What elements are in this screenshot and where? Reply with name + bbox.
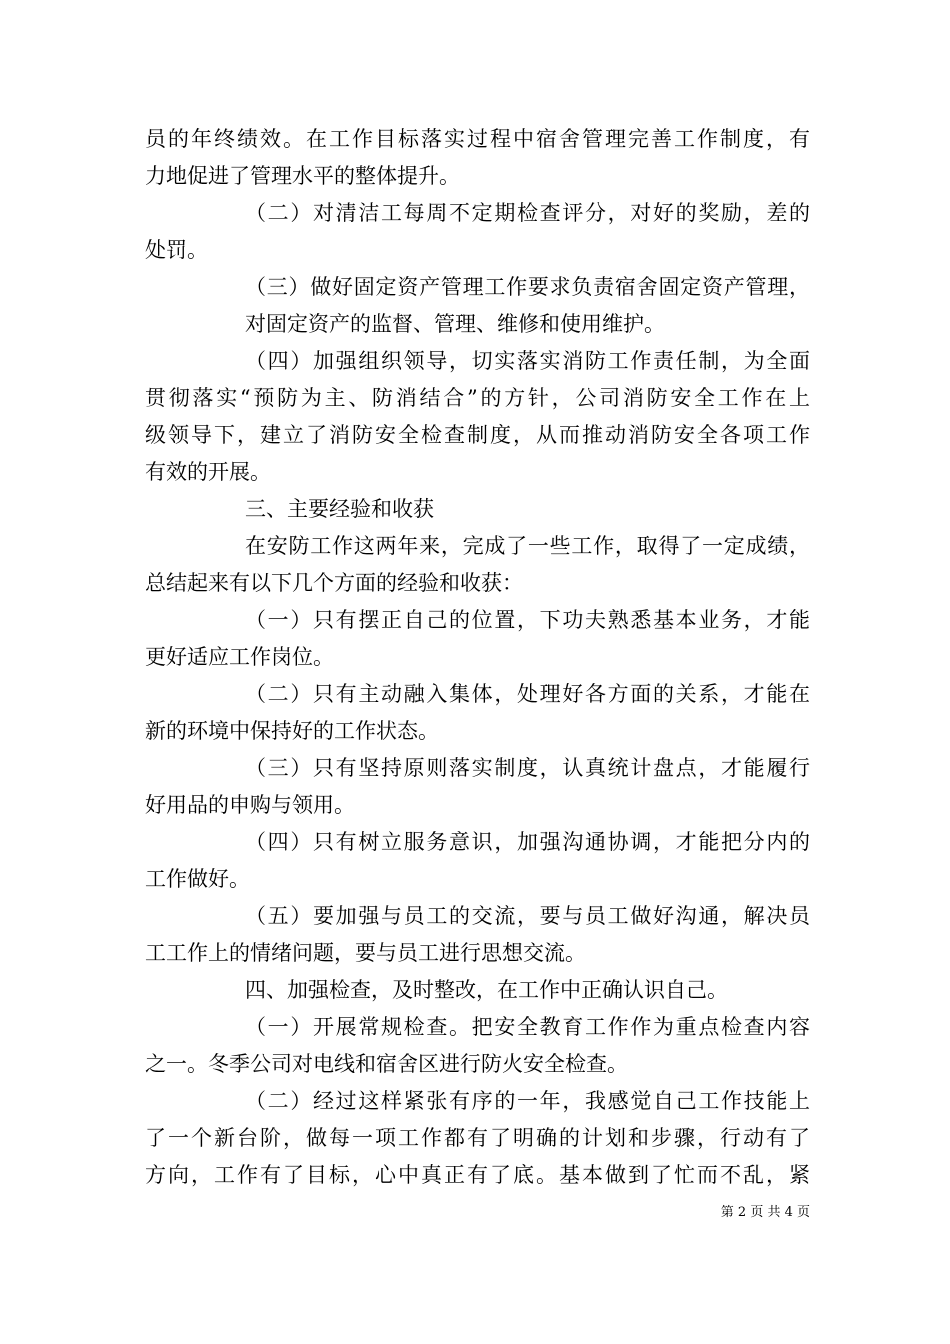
text-line: （一）开展常规检查。把安全教育工作作为重点检查内容: [245, 1015, 810, 1039]
text-line: 员的年终绩效。在工作目标落实过程中宿舍管理完善工作制度，有: [145, 127, 810, 151]
text-line: （二）经过这样紧张有序的一年，我感觉自己工作技能上: [245, 1089, 810, 1113]
text-line: 工工作上的情绪问题，要与员工进行思想交流。: [145, 941, 586, 965]
text-line: （一）只有摆正自己的位置，下功夫熟悉基本业务，才能: [245, 608, 810, 632]
text-line: 对固定资产的监督、管理、维修和使用维护。: [245, 312, 665, 336]
section-heading: 三、主要经验和收获: [245, 497, 434, 521]
text-line: 更好适应工作岗位。: [145, 645, 334, 669]
text-line: （四）只有树立服务意识，加强沟通协调，才能把分内的: [245, 830, 810, 854]
text-line: （二）只有主动融入集体，处理好各方面的关系，才能在: [245, 682, 810, 706]
text-line: 贯彻落实“预防为主、防消结合”的方针，公司消防安全工作在上: [145, 386, 810, 410]
page-number-footer: 第 2 页 共 4 页: [720, 1205, 810, 1220]
text-line: 工作做好。: [145, 867, 250, 891]
text-line: 级领导下，建立了消防安全检查制度，从而推动消防安全各项工作: [145, 423, 810, 447]
text-line: 之一。冬季公司对电线和宿舍区进行防火安全检查。: [145, 1052, 628, 1076]
section-heading: 四、加强检查，及时整改，在工作中正确认识自己。: [245, 978, 728, 1002]
text-line: 好用品的申购与领用。: [145, 793, 355, 817]
text-line: 在安防工作这两年来，完成了一些工作，取得了一定成绩，: [245, 534, 810, 558]
text-line: 方向，工作有了目标，心中真正有了底。基本做到了忙而不乱，紧: [145, 1163, 810, 1187]
text-line: 力地促进了管理水平的整体提升。: [145, 164, 460, 188]
text-line: （三）做好固定资产管理工作要求负责宿舍固定资产管理，: [245, 275, 810, 299]
text-line: （二）对清洁工每周不定期检查评分，对好的奖励，差的: [245, 201, 810, 225]
text-line: 有效的开展。: [145, 460, 271, 484]
text-line: 处罚。: [145, 238, 208, 262]
text-line: （三）只有坚持原则落实制度，认真统计盘点，才能履行: [245, 756, 810, 780]
text-line: 了一个新台阶，做每一项工作都有了明确的计划和步骤，行动有了: [145, 1126, 810, 1150]
text-line: （五）要加强与员工的交流，要与员工做好沟通，解决员: [245, 904, 810, 928]
text-line: 新的环境中保持好的工作状态。: [145, 719, 439, 743]
text-line: 总结起来有以下几个方面的经验和收获：: [145, 571, 523, 595]
text-line: （四）加强组织领导，切实落实消防工作责任制，为全面: [245, 349, 810, 373]
